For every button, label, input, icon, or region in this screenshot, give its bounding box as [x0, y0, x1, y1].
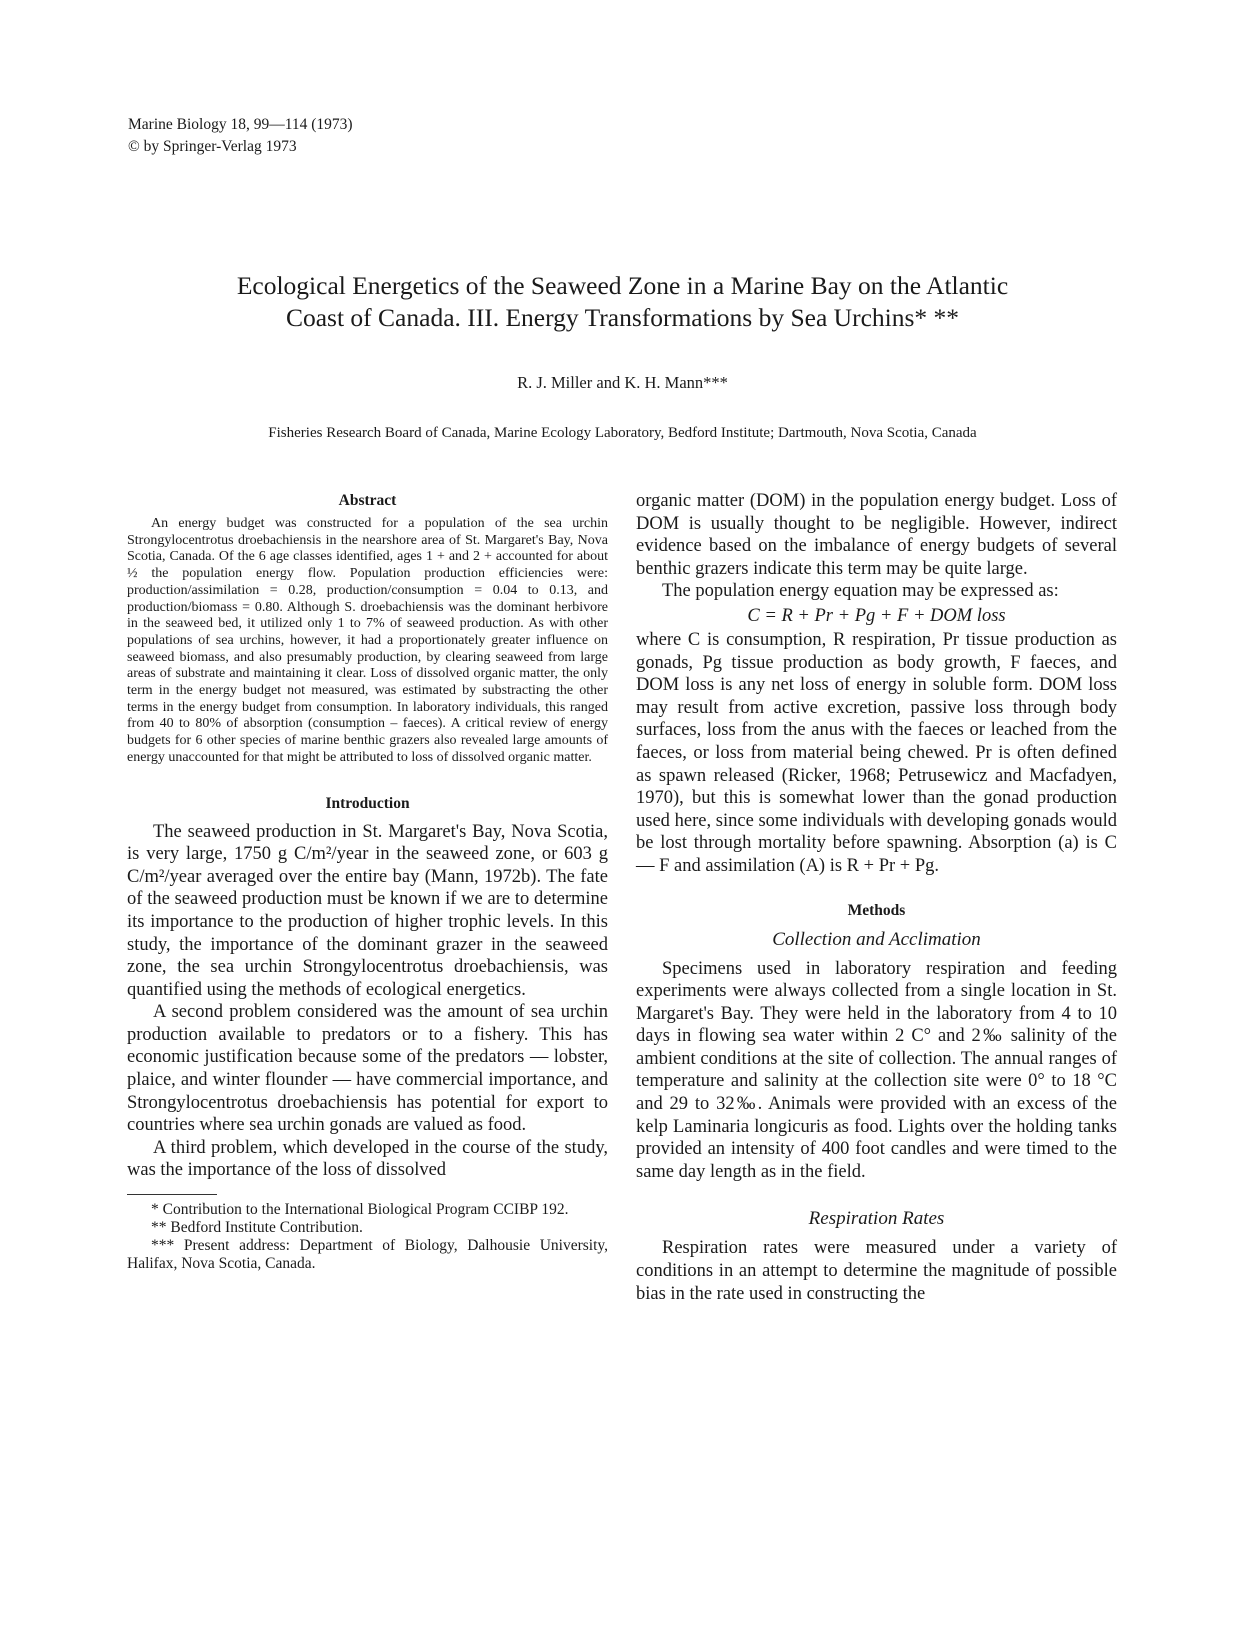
intro-paragraph-3: A third problem, which developed in the course of the study, was the importance of the loss of dissolved — [127, 1137, 608, 1181]
abstract-text: An energy budget was constructed for a population of the sea urchin Strongylocentrotus droebachiensis in the nearshore area of St. Margaret's Bay, Nova Scotia, Canada. Of the 6 age classes identified, ages 1 + and 2 + accounted for about ½ the population energy flow. Population production efficiencies were: production/assimilation = 0.28, production/consumption = 0.04 to 0.13, and production/biomass = 0.80. Although S. droebachiensis was the dominant herbivore in the seaweed bed, it utilized only 1 to 7% of seaweed production. As with other populations of sea urchins, however, it had a proportionately greater influence on seaweed biomass, and also presumably production, by clearing seaweed from large areas of substrate and maintaining it clear. Loss of dissolved organic matter, the only term in the energy budget not measured, was estimated by substracting the other terms in the energy budget from consumption. In laboratory individuals, this ranged from 40 to 80% of absorption (consumption – faeces). A critical review of energy budgets for 6 other species of marine benthic grazers also revealed large amounts of energy unaccounted for that might be attributed to loss of dissolved organic matter. — [127, 516, 608, 765]
methods-paragraph-1: Specimens used in laboratory respiration and feeding experiments were always collected from a single location in St. Margaret's Bay. They were held in the laboratory from 4 to 10 days in flowing sea water within 2 C° and 2‰ salinity of the ambient conditions at the site of collection. The annual ranges of temperature and salinity at the collection site were 0° to 18 °C and 29 to 32‰. Animals were provided with an excess of the kelp Laminaria longicuris as food. Lights over the holding tanks provided an intensity of 400 foot candles and were timed to the same day length as in the field. — [636, 958, 1117, 1182]
abstract-heading: Abstract — [338, 492, 397, 509]
intro-paragraph-1: The seaweed production in St. Margaret's Bay, Nova Scotia, is very large, 1750 g C/m²/year in the seaweed zone, or 603 g C/m²/year averaged over the entire bay (Mann, 1972b). The fate of the seaweed production must be known if we are to determine its importance to the production of higher trophic levels. In this study, the importance of the dominant grazer in the seaweed zone, the sea urchin Strongylocentrotus droebachiensis, was quantified using the methods of ecological energetics. — [127, 821, 608, 1000]
journal-citation — [128, 114, 353, 158]
introduction-section — [127, 793, 608, 1183]
title-line-1: Ecological Energetics of the Seaweed Zone in a Marine Bay on the Atlantic — [236, 271, 1009, 300]
methods-heading: Methods — [847, 901, 906, 919]
footnote-1: * Contribution to the International Biological Program CCIBP 192. — [151, 1201, 569, 1219]
affiliation: Fisheries Research Board of Canada, Marine Ecology Laboratory, Bedford Institute; Dartmouth, Nova Scotia, Canada — [268, 425, 977, 441]
authors: R. J. Miller and K. H. Mann*** — [517, 373, 728, 392]
paper-title — [0, 270, 1245, 334]
footnote-3: *** Present address: Department of Biology, Dalhousie University, Halifax, Nova Scotia, Canada. — [127, 1237, 608, 1273]
footnotes — [127, 1201, 608, 1273]
title-line-2: Coast of Canada. III. Energy Transformations by Sea Urchins* ** — [285, 303, 960, 332]
methods-paragraph-2: Respiration rates were measured under a variety of conditions in an attempt to determine the magnitude of possible bias in the rate used in constructing the — [636, 1238, 1117, 1304]
right-paragraph-3: where C is consumption, R respiration, Pr tissue production as gonads, Pg tissue production as body growth, F faeces, and DOM loss is any net loss of energy in soluble form. DOM loss may result from active excretion, passive loss through body surfaces, loss from the anus with the faeces or leached from the faeces, or loss from material being chewed. Pr is often defined as spawn released (Ricker, 1968; Petrusewicz and Macfadyen, 1970), but this is somewhat lower than the gonad production used here, since some individuals with developing gonads would be lost through mortality before spawning. Absorption (a) is C — F and assimilation (A) is R + Pr + Pg. — [636, 629, 1117, 876]
respiration-subheading: Respiration Rates — [808, 1208, 945, 1230]
footnote-2: ** Bedford Institute Contribution. — [151, 1219, 363, 1237]
energy-equation: C = R + Pr + Pg + F + DOM loss — [747, 605, 1006, 626]
collection-subheading: Collection and Acclimation — [772, 928, 981, 950]
footnote-divider — [127, 1194, 217, 1195]
right-paragraph-2: The population energy equation may be expressed as: — [662, 581, 1059, 602]
right-column — [636, 490, 1117, 1305]
intro-paragraph-2: A second problem considered was the amount of sea urchin production available to predators or to a fishery. This has economic justification because some of the predators — lobster, plaice, and winter flounder — have commercial importance, and Strongylocentrotus droebachiensis has potential for export to countries where sea urchin gonads are valued as food. — [127, 1002, 608, 1136]
left-column — [127, 490, 608, 1273]
copyright-line: © by Springer-Verlag 1973 — [128, 138, 297, 155]
journal-line: Marine Biology 18, 99—114 (1973) — [128, 116, 353, 133]
abstract-section — [127, 490, 608, 767]
introduction-heading: Introduction — [325, 794, 410, 812]
right-paragraph-1: organic matter (DOM) in the population energy budget. Loss of DOM is usually thought to be negligible. However, indirect evidence based on the imbalance of energy budgets of several benthic grazers indicate this term may be quite large. — [636, 491, 1117, 579]
methods-section — [636, 900, 1117, 1306]
